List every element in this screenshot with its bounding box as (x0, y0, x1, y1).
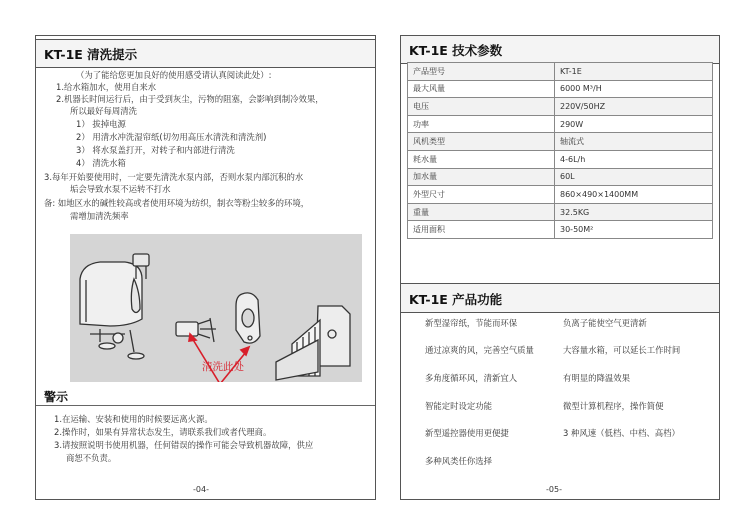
spec-label: 功率 (408, 115, 555, 133)
warning-title: 警示 (44, 390, 69, 404)
cleaning-step: 3） 将水泵盖打开，对转子和内部进行清洗 (76, 145, 235, 155)
spec-value: 6000 M³/H (555, 80, 713, 98)
warning-line: 商恕不负责。 (66, 453, 117, 463)
cleaning-note: 备: 如地区水的碱性较高或者使用环境为纺织，制衣等粉尘较多的环境， (44, 198, 310, 208)
spec-label: 最大风量 (408, 80, 555, 98)
cleaning-line: 所以最好每周清洗 (70, 106, 137, 116)
function-item: 新型湿帘纸，节能而环保 (425, 318, 518, 328)
spec-value: 860×490×1400MM (555, 186, 713, 204)
spec-value: KT-1E (555, 63, 713, 81)
cleaning-step: 2） 用清水冲洗湿帘纸(切勿用高压水清洗和清洗剂) (76, 132, 267, 142)
spec-title: KT-1E 技术参数 (409, 43, 503, 58)
spec-row (408, 80, 713, 98)
spec-label: 适用面积 (408, 221, 555, 239)
warning-line: 3.请按照说明书使用机器，任何错误的操作可能会导致机器故障，供应 (54, 440, 314, 450)
spec-row (408, 98, 713, 116)
spec-row (408, 150, 713, 168)
spec-label: 重量 (408, 203, 555, 221)
function-item: 多种风类任你选择 (425, 456, 492, 466)
spec-title-bar (401, 35, 719, 64)
cleaning-note: 需增加清洗频率 (70, 211, 129, 221)
function-item: 多角度循环风，清新宜人 (425, 373, 518, 383)
cleaning-title-bar (36, 39, 375, 68)
cleaning-line: 2.机器长时间运行后，由于受到灰尘，污物的阻塞，会影响到制冷效果， (56, 94, 324, 104)
spec-value: 290W (555, 115, 713, 133)
function-item: 负离子能使空气更清新 (563, 318, 647, 328)
function-item: 智能定时设定功能 (425, 401, 492, 411)
function-item: 3 种风速（低档、中档、高档） (563, 428, 680, 438)
spec-value: 30-50M² (555, 221, 713, 239)
function-item: 通过凉爽的风，完善空气质量 (425, 345, 534, 355)
spec-label: 电压 (408, 98, 555, 116)
clean-here-label: 清洗此处 (202, 361, 244, 373)
cleaning-line: 1.给水箱加水，使用自来水 (56, 82, 157, 92)
spec-value: 32.5KG (555, 203, 713, 221)
cleaning-title: KT-1E 清洗提示 (44, 47, 138, 62)
spec-table (407, 62, 713, 239)
spec-row (408, 168, 713, 186)
cooler-parts-drawing (70, 234, 362, 382)
page-number-right: -05- (546, 485, 562, 494)
function-item: 微型计算机程序，操作简便 (563, 401, 664, 411)
spec-row (408, 133, 713, 151)
spec-label: 耗水量 (408, 150, 555, 168)
function-title-bar (401, 283, 719, 313)
warning-line: 2.操作时，如果有异常状态发生，请联系我们或者代理商。 (54, 427, 272, 437)
right-page (400, 35, 720, 500)
spec-row (408, 115, 713, 133)
cleaning-line: 垢会导致水泵不运转不打水 (70, 184, 171, 194)
spec-value: 4-6L/h (555, 150, 713, 168)
spec-label: 外型尺寸 (408, 186, 555, 204)
page-number-left: -04- (193, 485, 209, 494)
warning-divider (36, 405, 375, 406)
spec-value: 轴流式 (555, 133, 713, 151)
spec-row (408, 186, 713, 204)
cleaning-intro: （为了能给您更加良好的使用感受请认真阅读此处）: (76, 70, 272, 80)
function-title: KT-1E 产品功能 (409, 292, 503, 307)
spec-row (408, 203, 713, 221)
warning-line: 1.在运输、安装和使用的时候要远离火源。 (54, 414, 213, 424)
left-page (35, 35, 376, 500)
spec-label: 加水量 (408, 168, 555, 186)
spec-row (408, 221, 713, 239)
cleaning-step: 1） 拔掉电源 (76, 119, 126, 129)
spec-value: 220V/50HZ (555, 98, 713, 116)
spec-label: 风机类型 (408, 133, 555, 151)
spec-row (408, 63, 713, 81)
function-item: 有明显的降温效果 (563, 373, 630, 383)
cleaning-illustration (70, 234, 362, 382)
function-item: 大容量水箱，可以延长工作时间 (563, 345, 681, 355)
cleaning-step: 4） 清洗水箱 (76, 158, 126, 168)
cleaning-line: 3.每年开始要使用时，一定要先清洗水泵内部，否则水泵内部沉积的水 (44, 172, 304, 182)
spec-label: 产品型号 (408, 63, 555, 81)
spec-value: 60L (555, 168, 713, 186)
function-item: 新型遥控器使用更便捷 (425, 428, 509, 438)
